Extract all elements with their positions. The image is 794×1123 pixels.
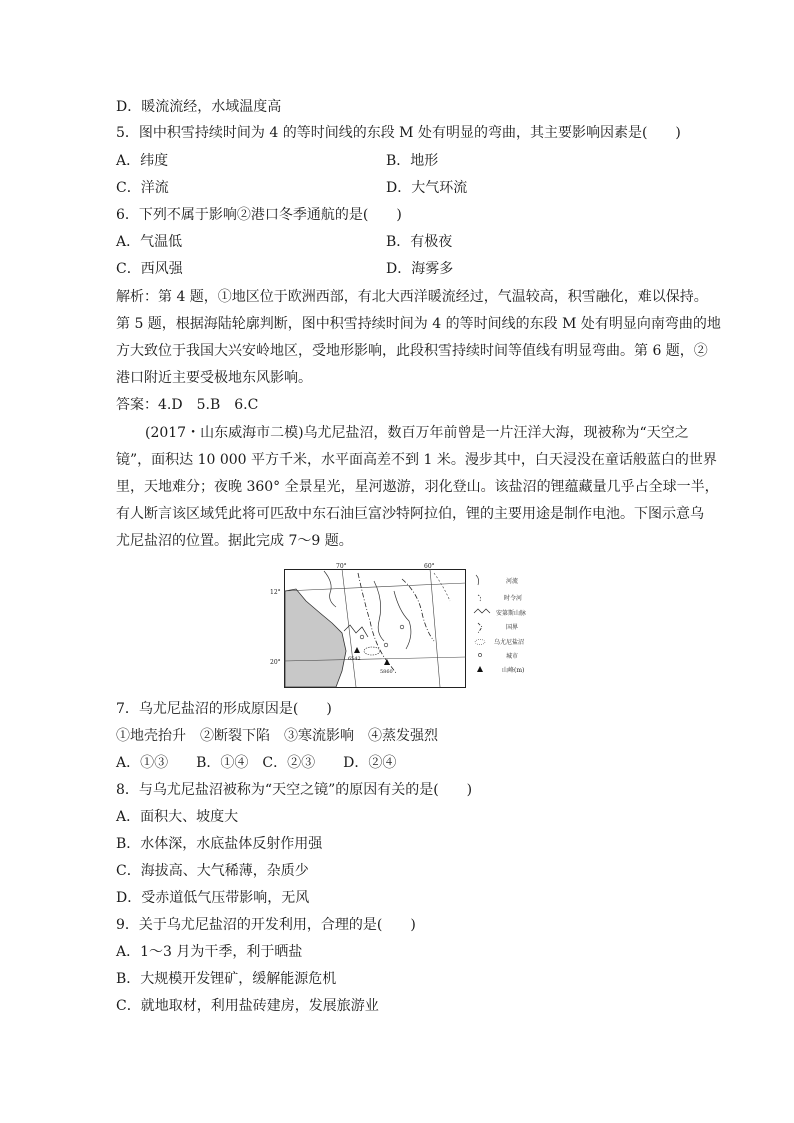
option-9b: B．大规模开发锂矿，缓解能源危机 [116, 971, 337, 987]
question-7-options: A．①③ B．①④ C．②③ D．②④ [116, 755, 397, 771]
legend-andes: 安第斯山脉 [496, 610, 527, 617]
peak-label: 5860 [380, 669, 393, 675]
analysis-line-4: 港口附近主要受极地东风影响。 [116, 370, 312, 386]
legend-peak: 山峰(m) [502, 667, 525, 674]
uyuni-location-map [270, 561, 540, 691]
question-8: 8．与乌尤尼盐沼被称为“天空之镜”的原因有关的是( ) [116, 782, 473, 798]
passage-line-2: 镜”，面积达 10 000 平方千米，水平面高差不到 1 米。漫步其中，白天浸没在童话般蓝白的世界 [116, 452, 717, 468]
question-9: 9．关于乌尤尼盐沼的开发利用，合理的是( ) [116, 917, 416, 933]
legend-river: 河流 [506, 578, 519, 585]
passage-line-3: 里，天地难分；夜晚 360° 全景星光，星河遨游，羽化登山。该盐沼的锂蕴藏量几乎占全球一半， [116, 479, 719, 495]
question-5: 5．图中积雪持续时间为 4 的等时间线的东段 M 处有明显的弯曲，其主要影响因素是( ) [116, 125, 681, 141]
legend-seasonal-river: 时令河 [504, 595, 523, 602]
option-4d: D．暖流流经，水域温度高 [116, 99, 282, 115]
question-7: 7．乌尤尼盐沼的形成原因是( ) [116, 701, 332, 717]
lon-label: 60° [424, 563, 435, 570]
option-8b: B．水体深，水底盐体反射作用强 [116, 836, 323, 852]
analysis-line-3: 方大致位于我国大兴安岭地区，受地形影响，此段积雪持续时间等值线有明显弯曲。第 6 题，② [116, 343, 708, 359]
option-5d: D．大气环流 [386, 180, 468, 196]
option-6c: C．西风强 [116, 261, 183, 277]
analysis-line-1: 解析：第 4 题，①地区位于欧洲西部，有北大西洋暖流经过，气温较高，积雪融化，难以保持。 [116, 289, 708, 305]
passage-line-1: (2017・山东威海市二模)乌尤尼盐沼，数百万年前曾是一片汪洋大海，现被称为“天空之 [145, 425, 689, 441]
analysis-line-2: 第 5 题，根据海陆轮廓判断，图中积雪持续时间为 4 的等时间线的东段 M 处有明显向南弯曲的地 [116, 316, 721, 332]
option-9a: A．1～3 月为干季，利于晒盐 [116, 944, 303, 960]
option-6a: A．气温低 [116, 234, 183, 250]
option-9c: C．就地取材，利用盐砖建房，发展旅游业 [116, 998, 379, 1014]
option-5c: C．洋流 [116, 180, 169, 196]
uyuni-salt-flat [364, 647, 380, 655]
lat-label: 20° [270, 659, 281, 666]
map-legend [474, 575, 526, 674]
option-6b: B．有极夜 [386, 234, 453, 250]
lat-label: 12° [270, 589, 281, 596]
question-6: 6．下列不属于影响②港口冬季通航的是( ) [116, 207, 402, 223]
passage-line-4: 有人断言该区域凭此将可匹敌中东石油巨富沙特阿拉伯，锂的主要用途是制作电池。下图示意乌 [116, 506, 704, 522]
answer-line: 答案：4.D 5.B 6.C [116, 397, 259, 413]
legend-city: 城市 [506, 653, 519, 660]
option-8c: C．海拔高、大气稀薄，杂质少 [116, 863, 309, 879]
option-8a: A．面积大、坡度大 [116, 809, 239, 825]
lon-label: 70° [336, 563, 347, 570]
option-8d: D．受赤道低气压带影响，无风 [116, 890, 310, 906]
option-5a: A．纬度 [116, 153, 169, 169]
passage-line-5: 尤尼盐沼的位置。据此完成 7～9 题。 [116, 533, 353, 549]
legend-salt-flat: 乌尤尼盐沼 [494, 639, 525, 646]
peak-label: 6542 [348, 656, 361, 662]
option-6d: D．海雾多 [386, 261, 454, 277]
legend-border: 国界 [506, 624, 519, 631]
question-7-choices: ①地壳抬升 ②断裂下陷 ③寒流影响 ④蒸发强烈 [116, 728, 438, 744]
option-5b: B．地形 [386, 153, 439, 169]
